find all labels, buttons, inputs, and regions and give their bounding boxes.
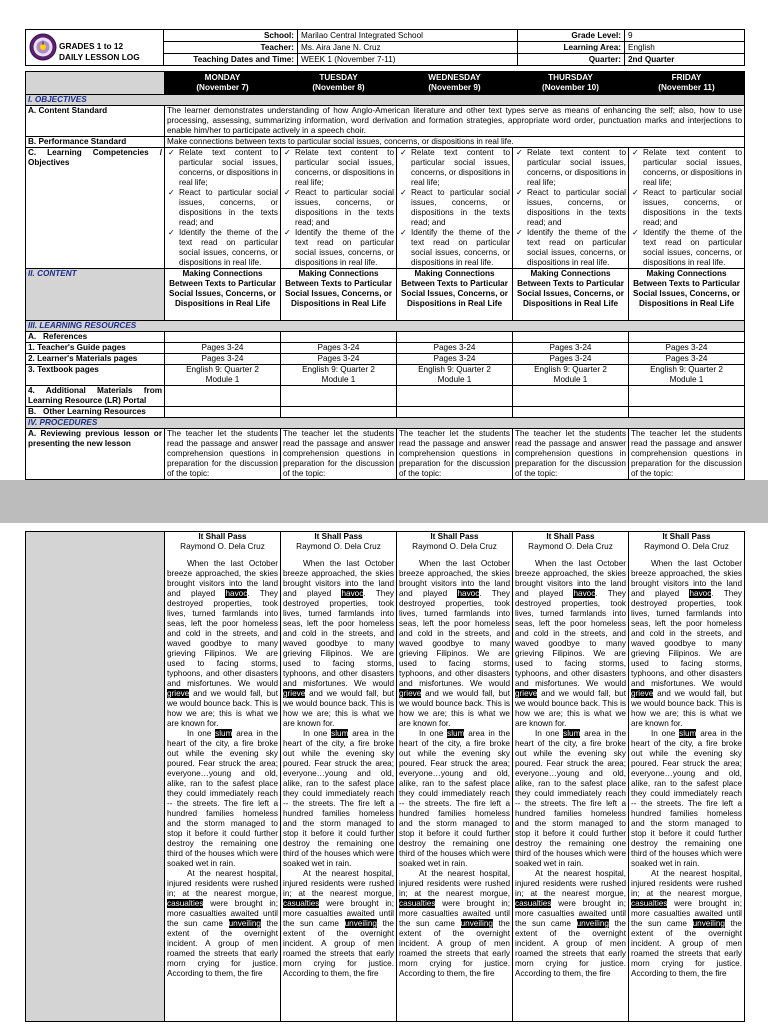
empty-cell — [513, 386, 629, 407]
day-name: FRIDAY — [671, 73, 702, 82]
vocab-casualties: casualties — [399, 899, 436, 908]
passage-paragraph — [283, 869, 394, 979]
review-text: The teacher let the students read the passage and answer comprehension questions in preparation for the discussion of the topic: — [397, 429, 513, 480]
text-run: were brought in; more casualties awaited until the sun came — [399, 899, 510, 928]
competency-item: ✓ Relate text content to particular social issues, concerns, or dispositions in real life; — [631, 148, 742, 188]
text-run: At the nearest hospital, injured residents were rushed in; at the nearest morgue, — [631, 869, 742, 898]
day-name: MONDAY — [204, 73, 241, 82]
textbook-line: Module 1 — [321, 375, 356, 384]
competency-item: ✓ Relate text content to particular social issues, concerns, or dispositions in real life; — [283, 148, 394, 188]
content-topic: Making Connections Between Texts to Particular Social Issues, Concerns, or Dispositions in Real Life — [513, 269, 629, 321]
text-run: and we would fall, but we would bounce back. This is how we are; this is what we are known for. — [283, 689, 394, 728]
vocab-casualties: casualties — [631, 899, 668, 908]
text-run: When the last October breeze approached, the skies brought visitors into the land and played — [167, 559, 278, 598]
empty-cell — [281, 332, 397, 343]
vocab-havoc: havoc — [225, 589, 248, 598]
text-run: the extent of the overnight incident. A group of men roamed the streets that early morn crying for justice. According to them, the fire — [631, 919, 742, 978]
text-run: At the nearest hospital, injured residents were rushed in; at the nearest morgue, — [399, 869, 510, 898]
section-procedures: IV. PROCEDURES — [26, 418, 745, 429]
text-run: At the nearest hospital, injured residents were rushed in; at the nearest morgue, — [283, 869, 394, 898]
passage-author: Raymond O. Dela Cruz — [180, 542, 265, 551]
passage-paragraph — [283, 559, 394, 729]
text-run: When the last October breeze approached, the skies brought visitors into the land and played — [283, 559, 394, 598]
empty-cell — [513, 407, 629, 418]
textbook-line: English 9: Quarter 2 — [650, 365, 723, 374]
content-standard-text: The learner demonstrates understanding of how Anglo-American literature and other text types serve as means of enhancing the self; also, how to use processing, assessing, summarizing information, word derivation and formation strategies, appropriate word order, punctuation marks and interjections to enable him/her to participate actively in a speech choir. — [165, 106, 745, 137]
competencies-cell — [397, 148, 513, 269]
performance-standard-label: B. Performance Standard — [26, 137, 165, 148]
text-run: . They destroyed properties, took lives, turned farmlands into seas, left the poor homeless and cold in the streets, and waved goodbye to many grieving Filipinos. We are used to facing storms, typhoons, and other disasters and misfortunes. We would — [515, 589, 626, 688]
competency-item: ✓ Relate text content to particular social issues, concerns, or dispositions in real life; — [515, 148, 626, 188]
empty-cell — [281, 386, 397, 407]
textbook-line: English 9: Quarter 2 — [302, 365, 375, 374]
vocab-slum: slum — [331, 729, 349, 738]
competency-item: ✓ Relate text content to particular social issues, concerns, or dispositions in real life; — [167, 148, 278, 188]
grade-title-line2: DAILY LESSON LOG — [59, 52, 140, 62]
competency-item: ✓ Identify the theme of the text read on particular social issues, concerns, or dispositions in real life. — [515, 228, 626, 268]
vocab-grieve: grieve — [399, 689, 422, 698]
text-run: the extent of the overnight incident. A group of men roamed the streets that early morn crying for justice. According to them, the fire — [167, 919, 278, 978]
text-run: area in the heart of the city, a fire broke out while the evening sky poured. Fear struck the area; everyone…young and old, alike, ran to the safest place they could immediately reach -- the streets. The fire left a hundred families homeless and the storm managed to stop it before it could further destroy the remaining one third of the houses which were soaked wet in rain. — [631, 729, 742, 868]
competency-item: ✓ React to particular social issues, concerns, or dispositions in the texts read; and — [283, 188, 394, 228]
day-header-wednesday — [397, 72, 513, 95]
competencies-cell — [165, 148, 281, 269]
day-header-tuesday — [281, 72, 397, 95]
content-topic: Making Connections Between Texts to Particular Social Issues, Concerns, or Dispositions in Real Life — [629, 269, 745, 321]
school-label: School: — [164, 30, 298, 42]
content-topic: Making Connections Between Texts to Particular Social Issues, Concerns, or Dispositions in Real Life — [281, 269, 397, 321]
passage-paragraph — [167, 729, 278, 869]
section-content: II. CONTENT — [26, 269, 165, 321]
passage-paragraph — [399, 729, 510, 869]
other-resources-label: B. Other Learning Resources — [26, 407, 165, 418]
textbook-line: Module 1 — [553, 375, 588, 384]
text-run: In one — [535, 729, 564, 738]
section-resources: III. LEARNING RESOURCES — [26, 321, 745, 332]
day-header-blank — [26, 72, 165, 95]
teacher-label: Teacher: — [164, 42, 298, 54]
text-run: area in the heart of the city, a fire broke out while the evening sky poured. Fear struck the area; everyone…young and old, alike, ran to the safest place they could immediately reach -- the streets. The fire left a hundred families homeless and the storm managed to stop it before it could further destroy the remaining one third of the houses which were soaked wet in rain. — [167, 729, 278, 868]
vocab-slum: slum — [447, 729, 465, 738]
additional-materials-label: 4. Additional Materials from Learning Resource (LR) Portal — [26, 386, 165, 407]
vocab-havoc: havoc — [457, 589, 480, 598]
passage-cell — [165, 532, 281, 1022]
passage-label-cell — [26, 532, 165, 1022]
textbook-line: Module 1 — [669, 375, 704, 384]
empty-cell — [397, 332, 513, 343]
header-table — [25, 29, 745, 66]
review-label: A. Reviewing previous lesson or presenting the new lesson — [26, 429, 165, 480]
competencies-label: C. Learning Competencies / Objectives — [26, 148, 165, 269]
section-objectives: I. OBJECTIVES — [26, 95, 745, 106]
text-run: When the last October breeze approached, the skies brought visitors into the land and played — [515, 559, 626, 598]
day-date: (November 10) — [542, 83, 599, 92]
competency-item: ✓ Identify the theme of the text read on particular social issues, concerns, or dispositions in real life. — [283, 228, 394, 268]
tg-pages: Pages 3-24 — [281, 343, 397, 354]
competencies-cell — [629, 148, 745, 269]
teachers-guide-label: 1. Teacher's Guide pages — [26, 343, 165, 354]
text-run: At the nearest hospital, injured residents were rushed in; at the nearest morgue, — [515, 869, 626, 898]
text-run: and we would fall, but we would bounce back. This is how we are; this is what we are known for. — [399, 689, 510, 728]
vocab-unveiling: unveiling — [228, 919, 261, 928]
review-text: The teacher let the students read the passage and answer comprehension questions in preparation for the discussion of the topic: — [513, 429, 629, 480]
empty-cell — [165, 332, 281, 343]
vocab-unveiling: unveiling — [460, 919, 493, 928]
content-topic: Making Connections Between Texts to Particular Social Issues, Concerns, or Dispositions in Real Life — [397, 269, 513, 321]
quarter-label: Quarter: — [518, 54, 625, 66]
tg-pages: Pages 3-24 — [165, 343, 281, 354]
passage-author: Raymond O. Dela Cruz — [644, 542, 729, 551]
passage-paragraph — [515, 729, 626, 869]
learning-area-value: English — [625, 42, 745, 54]
competencies-cell — [513, 148, 629, 269]
empty-cell — [397, 386, 513, 407]
vocab-havoc: havoc — [689, 589, 712, 598]
competency-item: ✓ React to particular social issues, concerns, or dispositions in the texts read; and — [399, 188, 510, 228]
passage-author: Raymond O. Dela Cruz — [296, 542, 381, 551]
review-text: The teacher let the students read the passage and answer comprehension questions in preparation for the discussion of the topic: — [629, 429, 745, 480]
grade-level-label: Grade Level: — [518, 30, 625, 42]
empty-cell — [629, 332, 745, 343]
tg-pages: Pages 3-24 — [629, 343, 745, 354]
school-value: Marilao Central Integrated School — [298, 30, 518, 42]
textbook-label: 3. Textbook pages — [26, 365, 165, 386]
text-run: the extent of the overnight incident. A group of men roamed the streets that early morn crying for justice. According to them, the fire — [283, 919, 394, 978]
deped-seal-icon — [29, 33, 57, 61]
textbook-pages — [397, 365, 513, 386]
content-topic: Making Connections Between Texts to Particular Social Issues, Concerns, or Dispositions in Real Life — [165, 269, 281, 321]
vocab-grieve: grieve — [283, 689, 306, 698]
vocab-slum: slum — [215, 729, 233, 738]
passage-paragraph — [515, 559, 626, 729]
day-name: TUESDAY — [319, 73, 358, 82]
lm-pages: Pages 3-24 — [281, 354, 397, 365]
text-run: were brought in; more casualties awaited until the sun came — [283, 899, 394, 928]
text-run: were brought in; more casualties awaited until the sun came — [167, 899, 278, 928]
grade-title — [59, 41, 140, 63]
text-run: In one — [303, 729, 332, 738]
textbook-pages — [629, 365, 745, 386]
passage-paragraph — [167, 869, 278, 979]
text-run: and we would fall, but we would bounce back. This is how we are; this is what we are known for. — [167, 689, 278, 728]
day-date: (November 11) — [658, 83, 715, 92]
text-run: At the nearest hospital, injured residents were rushed in; at the nearest morgue, — [167, 869, 278, 898]
lesson-log-page-1 — [0, 0, 768, 480]
tg-pages: Pages 3-24 — [513, 343, 629, 354]
lesson-table — [25, 71, 745, 480]
text-run: were brought in; more casualties awaited until the sun came — [515, 899, 626, 928]
day-header-friday — [629, 72, 745, 95]
vocab-casualties: casualties — [167, 899, 204, 908]
competency-item: ✓ Relate text content to particular social issues, concerns, or dispositions in real life; — [399, 148, 510, 188]
textbook-line: Module 1 — [205, 375, 240, 384]
day-header-monday — [165, 72, 281, 95]
dates-value: WEEK 1 (November 7-11) — [298, 54, 518, 66]
vocab-grieve: grieve — [167, 689, 190, 698]
empty-cell — [165, 386, 281, 407]
quarter-value: 2nd Quarter — [625, 54, 745, 66]
vocab-unveiling: unveiling — [692, 919, 725, 928]
text-run: area in the heart of the city, a fire broke out while the evening sky poured. Fear struck the area; everyone…young and old, alike, ran to the safest place they could immediately reach -- the streets. The fire left a hundred families homeless and the storm managed to stop it before it could further destroy the remaining one third of the houses which were soaked wet in rain. — [283, 729, 394, 868]
day-name: THURSDAY — [548, 73, 593, 82]
passage-paragraph — [631, 559, 742, 729]
text-run: . They destroyed properties, took lives, turned farmlands into seas, left the poor homeless and cold in the streets, and waved goodbye to many grieving Filipinos. We are used to facing storms, typhoons, and other disasters and misfortunes. We would — [399, 589, 510, 688]
vocab-unveiling: unveiling — [576, 919, 609, 928]
vocab-casualties: casualties — [283, 899, 320, 908]
vocab-slum: slum — [679, 729, 697, 738]
review-text: The teacher let the students read the passage and answer comprehension questions in preparation for the discussion of the topic: — [165, 429, 281, 480]
textbook-line: English 9: Quarter 2 — [186, 365, 259, 374]
grade-title-line1: GRADES 1 to 12 — [59, 41, 124, 51]
text-run: In one — [651, 729, 680, 738]
passage-author: Raymond O. Dela Cruz — [528, 542, 613, 551]
competency-item: ✓ React to particular social issues, concerns, or dispositions in the texts read; and — [631, 188, 742, 228]
references-label: A. References — [26, 332, 165, 343]
empty-cell — [165, 407, 281, 418]
empty-cell — [629, 407, 745, 418]
teacher-value: Ms. Aira Jane N. Cruz — [298, 42, 518, 54]
passage-title: It Shall Pass — [198, 532, 247, 541]
text-run: the extent of the overnight incident. A group of men roamed the streets that early morn crying for justice. According to them, the fire — [515, 919, 626, 978]
text-run: When the last October breeze approached, the skies brought visitors into the land and played — [399, 559, 510, 598]
passage-cell — [281, 532, 397, 1022]
empty-cell — [397, 407, 513, 418]
competency-item: ✓ Identify the theme of the text read on particular social issues, concerns, or dispositions in real life. — [631, 228, 742, 268]
text-run: and we would fall, but we would bounce back. This is how we are; this is what we are known for. — [631, 689, 742, 728]
passage-paragraph — [167, 559, 278, 729]
content-standard-label: A. Content Standard — [26, 106, 165, 137]
text-run: . They destroyed properties, took lives, turned farmlands into seas, left the poor homeless and cold in the streets, and waved goodbye to many grieving Filipinos. We are used to facing storms, typhoons, and other disasters and misfortunes. We would — [283, 589, 394, 688]
vocab-havoc: havoc — [341, 589, 364, 598]
passage-table — [25, 531, 745, 1022]
textbook-line: English 9: Quarter 2 — [534, 365, 607, 374]
passage-cell — [397, 532, 513, 1022]
passage-author: Raymond O. Dela Cruz — [412, 542, 497, 551]
passage-paragraph — [283, 729, 394, 869]
textbook-pages — [165, 365, 281, 386]
learners-materials-label: 2. Learner's Materials pages — [26, 354, 165, 365]
vocab-havoc: havoc — [573, 589, 596, 598]
text-run: In one — [419, 729, 448, 738]
empty-cell — [281, 407, 397, 418]
lm-pages: Pages 3-24 — [165, 354, 281, 365]
competency-item: ✓ React to particular social issues, concerns, or dispositions in the texts read; and — [515, 188, 626, 228]
text-run: were brought in; more casualties awaited until the sun came — [631, 899, 742, 928]
text-run: . They destroyed properties, took lives, turned farmlands into seas, left the poor homeless and cold in the streets, and waved goodbye to many grieving Filipinos. We are used to facing storms, typhoons, and other disasters and misfortunes. We would — [167, 589, 278, 688]
passage-title: It Shall Pass — [430, 532, 479, 541]
passage-cell — [513, 532, 629, 1022]
header-logo-cell — [26, 30, 164, 66]
performance-standard-text: Make connections between texts to particular social issues, concerns, or dispositions in real life. — [165, 137, 745, 148]
textbook-pages — [281, 365, 397, 386]
textbook-line: Module 1 — [437, 375, 472, 384]
empty-cell — [629, 386, 745, 407]
text-run: area in the heart of the city, a fire broke out while the evening sky poured. Fear struck the area; everyone…young and old, alike, ran to the safest place they could immediately reach -- the streets. The fire left a hundred families homeless and the storm managed to stop it before it could further destroy the remaining one third of the houses which were soaked wet in rain. — [399, 729, 510, 868]
passage-paragraph — [631, 869, 742, 979]
text-run: . They destroyed properties, took lives, turned farmlands into seas, left the poor homeless and cold in the streets, and waved goodbye to many grieving Filipinos. We are used to facing storms, typhoons, and other disasters and misfortunes. We would — [631, 589, 742, 688]
passage-paragraph — [399, 559, 510, 729]
lm-pages: Pages 3-24 — [629, 354, 745, 365]
tg-pages: Pages 3-24 — [397, 343, 513, 354]
text-run: and we would fall, but we would bounce back. This is how we are; this is what we are known for. — [515, 689, 626, 728]
day-date: (November 8) — [312, 83, 365, 92]
vocab-unveiling: unveiling — [344, 919, 377, 928]
text-run: the extent of the overnight incident. A group of men roamed the streets that early morn crying for justice. According to them, the fire — [399, 919, 510, 978]
passage-paragraph — [515, 869, 626, 979]
competency-item: ✓ Identify the theme of the text read on particular social issues, concerns, or dispositions in real life. — [167, 228, 278, 268]
vocab-grieve: grieve — [631, 689, 654, 698]
passage-cell — [629, 532, 745, 1022]
dates-label: Teaching Dates and Time: — [164, 54, 298, 66]
passage-title: It Shall Pass — [314, 532, 363, 541]
empty-cell — [513, 332, 629, 343]
text-run: When the last October breeze approached, the skies brought visitors into the land and played — [631, 559, 742, 598]
textbook-pages — [513, 365, 629, 386]
text-run: area in the heart of the city, a fire broke out while the evening sky poured. Fear struck the area; everyone…young and old, alike, ran to the safest place they could immediately reach -- the streets. The fire left a hundred families homeless and the storm managed to stop it before it could further destroy the remaining one third of the houses which were soaked wet in rain. — [515, 729, 626, 868]
passage-title: It Shall Pass — [662, 532, 711, 541]
day-date: (November 7) — [196, 83, 249, 92]
vocab-grieve: grieve — [515, 689, 538, 698]
passage-title: It Shall Pass — [546, 532, 595, 541]
day-date: (November 9) — [428, 83, 481, 92]
vocab-slum: slum — [563, 729, 581, 738]
day-header-thursday — [513, 72, 629, 95]
review-text: The teacher let the students read the passage and answer comprehension questions in preparation for the discussion of the topic: — [281, 429, 397, 480]
competency-item: ✓ Identify the theme of the text read on particular social issues, concerns, or dispositions in real life. — [399, 228, 510, 268]
lm-pages: Pages 3-24 — [397, 354, 513, 365]
passage-paragraph — [631, 729, 742, 869]
competency-item: ✓ React to particular social issues, concerns, or dispositions in the texts read; and — [167, 188, 278, 228]
learning-area-label: Learning Area: — [518, 42, 625, 54]
vocab-casualties: casualties — [515, 899, 552, 908]
lm-pages: Pages 3-24 — [513, 354, 629, 365]
text-run: In one — [187, 729, 216, 738]
grade-level-value: 9 — [625, 30, 745, 42]
day-name: WEDNESDAY — [428, 73, 481, 82]
competencies-cell — [281, 148, 397, 269]
passage-paragraph — [399, 869, 510, 979]
textbook-line: English 9: Quarter 2 — [418, 365, 491, 374]
